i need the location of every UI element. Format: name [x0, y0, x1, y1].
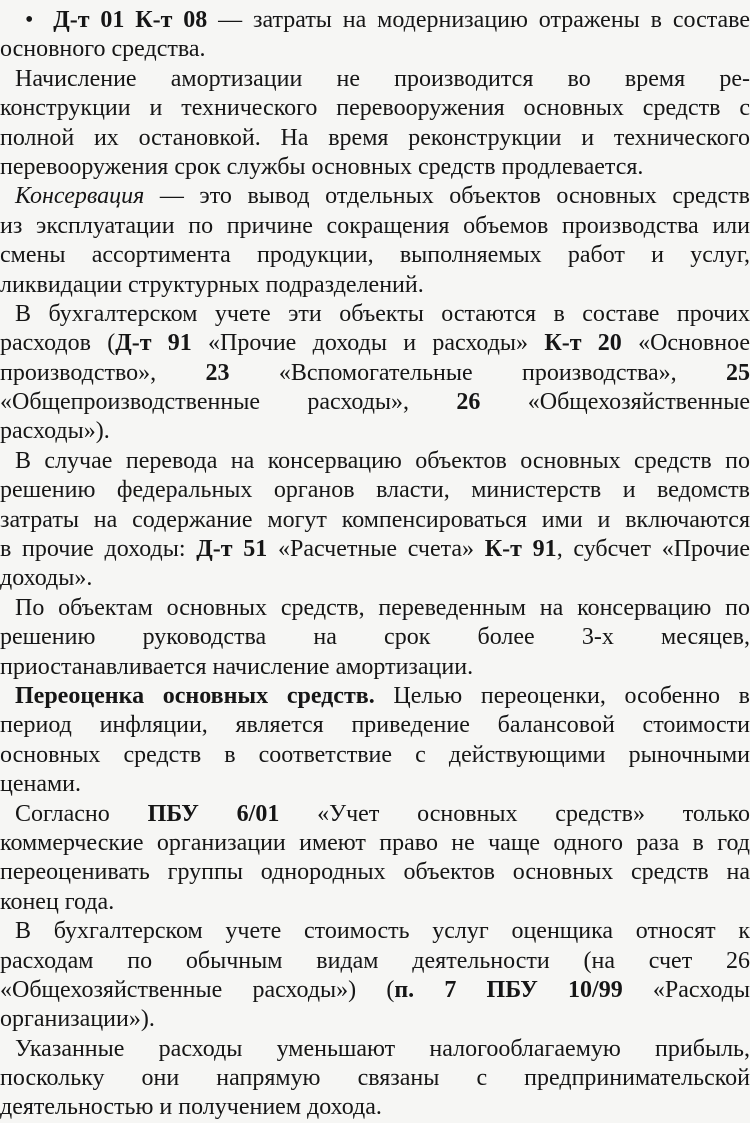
- text-run: решению федеральных органов власти, министерств и ведомств: [0, 477, 750, 504]
- text-run: доходы».: [0, 565, 93, 592]
- text-line: [0, 212, 750, 241]
- paragraph-conservation-definition: [0, 182, 750, 300]
- text-line: [0, 976, 750, 1005]
- text-line: [0, 94, 750, 123]
- text-line: [0, 623, 750, 652]
- text-run: Согласно: [15, 800, 148, 827]
- text-run: «Расчетные счета»: [267, 536, 485, 563]
- text-line: [0, 1093, 750, 1122]
- text-run: «Расходы: [622, 976, 750, 1003]
- text-run: ценами.: [0, 771, 82, 798]
- italic-run: Консервация: [15, 183, 145, 210]
- paragraph-revaluation-intro: [0, 682, 750, 800]
- paragraph-amortization-pause: [0, 65, 750, 183]
- text-run: производство»,: [0, 359, 206, 386]
- paragraph-appraiser-services: [0, 917, 750, 1035]
- text-run: основного средства.: [0, 36, 206, 63]
- text-run: «Вспомогательные производства»,: [229, 359, 726, 386]
- text-run: расходам по обычным видам деятельности (на счет 26: [0, 947, 750, 974]
- bold-run: Д-т 51: [196, 536, 268, 563]
- text-line: [0, 65, 750, 94]
- text-line: [0, 564, 750, 593]
- paragraph-conservation-management-decision: [0, 594, 750, 682]
- text-line: [0, 153, 750, 182]
- text-run: Начисление амортизации не производится во время ре-: [15, 65, 750, 92]
- text-line: [0, 947, 750, 976]
- text-line: [0, 1005, 750, 1034]
- text-line: [0, 35, 750, 64]
- text-run: из эксплуатации по причине сокращения объемов производства или: [0, 212, 750, 239]
- text-line: [0, 447, 750, 476]
- bold-run: 26: [456, 389, 481, 416]
- text-run: конструкции и технического перевооружения основных средств с: [0, 95, 750, 122]
- text-run: смены ассортимента продукции, выполняемых работ и услуг,: [0, 242, 750, 269]
- text-run: затраты на содержание могут компенсироваться ими и включаются: [0, 506, 750, 533]
- text-line: [0, 271, 750, 300]
- text-run: деятельностью и получением дохода.: [0, 1094, 382, 1121]
- text-run: в прочие доходы:: [0, 536, 197, 563]
- text-run: По объектам основных средств, переведенным на консервацию по: [15, 594, 750, 621]
- text-run: поскольку они напрямую связаны с предпринимательской: [0, 1065, 750, 1092]
- text-run: «Общепроизводственные расходы»,: [0, 389, 457, 416]
- text-line: [0, 1035, 750, 1064]
- text-run: В бухгалтерском учете стоимость услуг оценщика относят к: [15, 918, 750, 945]
- text-run: полной их остановкой. На время реконструкции и технического: [0, 124, 750, 151]
- text-line: [0, 917, 750, 946]
- text-run: — затраты на модернизацию отражены в составе: [207, 7, 750, 33]
- text-line: [0, 329, 750, 358]
- bold-run: 23: [205, 359, 230, 386]
- text-run: перевооружения срок службы основных средств продлевается.: [0, 153, 644, 180]
- text-run: «Основное: [621, 330, 750, 357]
- text-run: ликвидации структурных подразделений.: [0, 271, 424, 298]
- bold-run: ПБУ 6/01: [147, 800, 280, 827]
- text-line: [0, 535, 750, 564]
- text-line: [0, 653, 750, 682]
- text-run: — это вывод отдельных объектов основных средств: [144, 183, 750, 210]
- bold-run: 25: [726, 359, 750, 386]
- bold-run: Д-т 01 К-т 08: [53, 7, 208, 33]
- text-run: переоценивать группы однородных объектов основных средств на: [0, 859, 750, 886]
- bold-run: К-т 20: [544, 330, 622, 357]
- text-line: [0, 711, 750, 740]
- bold-run: Д-т 91: [115, 330, 192, 357]
- text-run: Указанные расходы уменьшают налогооблагаемую прибыль,: [15, 1035, 750, 1062]
- text-run: организации»).: [0, 1006, 155, 1033]
- text-run: основных средств в соответствие с действующими рыночными: [0, 741, 750, 768]
- text-line: [0, 6, 750, 35]
- text-run: «Общехозяйственные: [480, 389, 750, 416]
- text-line: [0, 829, 750, 858]
- text-line: [0, 682, 750, 711]
- text-line: [0, 770, 750, 799]
- text-run: «Учет основных средств» только: [279, 800, 750, 827]
- document-text-block: [0, 6, 750, 1123]
- text-line: [0, 506, 750, 535]
- text-line: [0, 858, 750, 887]
- text-line: [0, 800, 750, 829]
- text-line: [0, 388, 750, 417]
- bold-run: п. 7 ПБУ 10/99: [394, 976, 623, 1003]
- text-line: [0, 182, 750, 211]
- paragraph-conservation-federal-decision: [0, 447, 750, 594]
- text-run: конец года.: [0, 888, 115, 915]
- text-run: решению руководства на срок более 3-х месяцев,: [0, 624, 750, 651]
- text-run: период инфляции, является приведение балансовой стоимости: [0, 712, 750, 739]
- text-run: [42, 7, 53, 33]
- text-line: [0, 417, 750, 446]
- text-run: , субсчет «Прочие: [556, 536, 750, 563]
- text-run: В случае перевода на консервацию объектов основных средств по: [15, 447, 750, 474]
- bold-run: Переоценка основных средств.: [15, 682, 375, 709]
- paragraph-accounting-other-expenses: [0, 300, 750, 447]
- text-run: коммерческие организации имеют право не чаще одного раза в год: [0, 829, 750, 856]
- text-line: [0, 594, 750, 623]
- text-run: «Общехозяйственные расходы») (: [0, 976, 395, 1003]
- text-run: расходы»).: [0, 418, 110, 445]
- bullet-icon: •: [25, 7, 34, 33]
- text-line: [0, 359, 750, 388]
- bold-run: К-т 91: [484, 536, 557, 563]
- text-run: расходов (: [0, 330, 116, 357]
- paragraph-pbu-6-01: [0, 800, 750, 918]
- paragraph-taxable-profit: [0, 1035, 750, 1123]
- text-line: [0, 476, 750, 505]
- bullet-paragraph-modernization-entry: [0, 6, 750, 65]
- text-line: [0, 300, 750, 329]
- text-run: «Прочие доходы и расходы»: [191, 330, 545, 357]
- text-line: [0, 124, 750, 153]
- text-line: [0, 888, 750, 917]
- text-line: [0, 241, 750, 270]
- text-line: [0, 741, 750, 770]
- text-line: [0, 1064, 750, 1093]
- text-run: В бухгалтерском учете эти объекты остаются в составе прочих: [15, 300, 750, 327]
- text-run: Целью переоценки, особенно в: [374, 682, 750, 709]
- text-run: приостанавливается начисление амортизации.: [0, 653, 474, 680]
